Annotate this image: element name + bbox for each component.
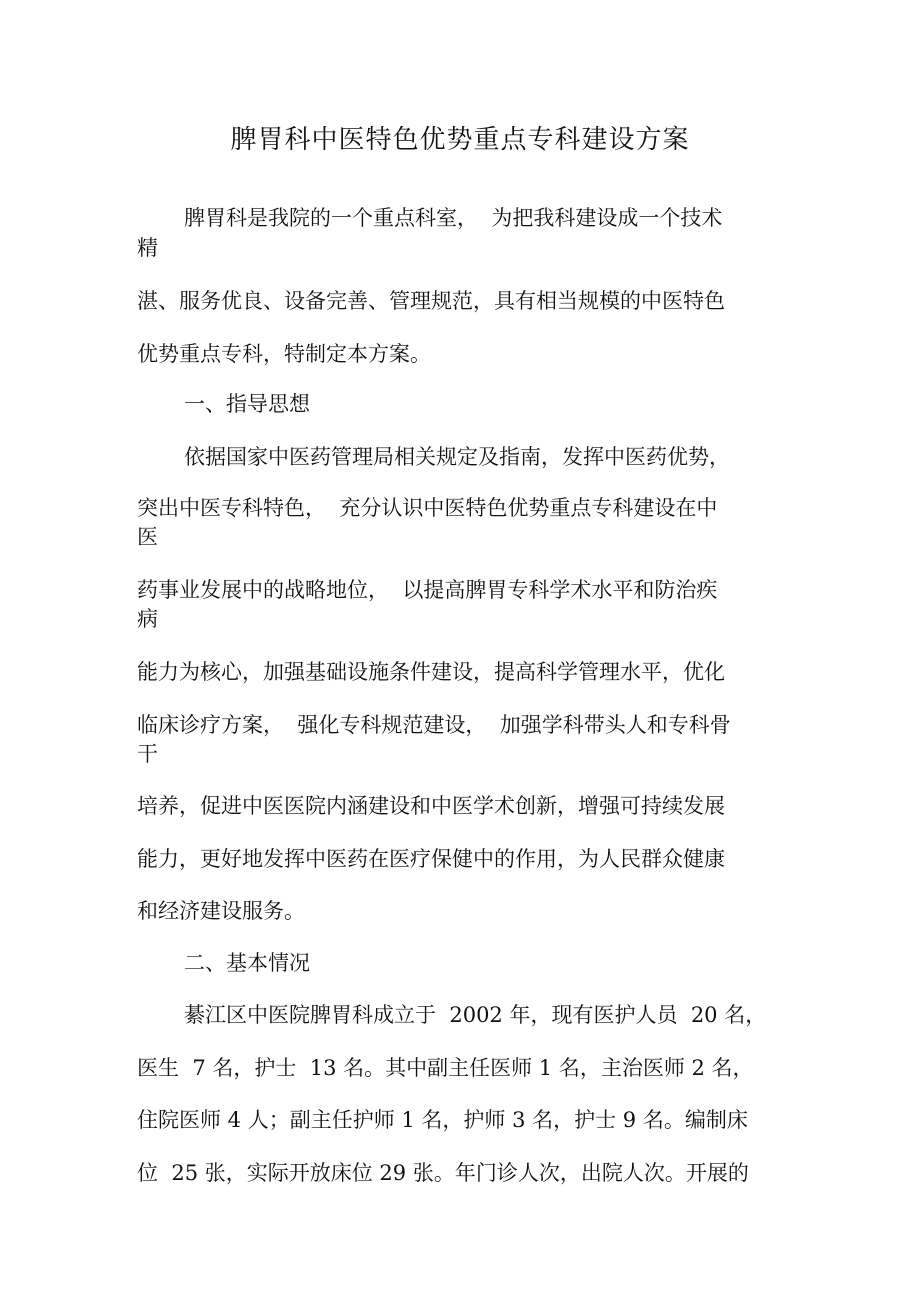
paragraph-line: 綦江区中医院脾胃科成立于 2002 年，现有医护人员 20 名， (184, 1003, 767, 1027)
paragraph-line: 优势重点专科，特制定本方案。 (137, 342, 431, 366)
section-heading: 一、指导思想 (184, 392, 310, 416)
paragraph-line: 能力为核心，加强基础设施条件建设，提高科学管理水平，优化 (137, 660, 725, 684)
paragraph-line: 脾胃科是我院的一个重点科室， 为把我科建设成一个技术 (184, 206, 723, 230)
paragraph-line: 药事业发展中的战略地位， 以提高脾胃专科学术水平和防治疾 (137, 578, 718, 602)
paragraph-line: 医 (137, 525, 158, 549)
paragraph-line: 湛、服务优良、设备完善、管理规范，具有相当规模的中医特色 (137, 289, 725, 313)
paragraph-line: 能力，更好地发挥中医药在医疗保健中的作用，为人民群众健康 (137, 847, 725, 871)
paragraph-line: 精 (137, 236, 158, 260)
paragraph-line: 突出中医专科特色， 充分认识中医特色优势重点专科建设在中 (137, 496, 718, 520)
paragraph-line: 住院医师 4 人；副主任护师 1 名，护师 3 名，护士 9 名。编制床 (137, 1108, 748, 1132)
document-title: 脾胃科中医特色优势重点专科建设方案 (230, 125, 690, 155)
paragraph-line: 医生 7 名，护士 13 名。其中副主任医师 1 名，主治医师 2 名， (137, 1056, 754, 1080)
paragraph-line: 依据国家中医药管理局相关规定及指南，发挥中医药优势， (184, 445, 730, 469)
paragraph-line: 临床诊疗方案， 强化专科规范建设， 加强学科带头人和专科骨 (137, 713, 731, 737)
paragraph-line: 干 (137, 742, 158, 766)
paragraph-line: 培养，促进中医医院内涵建设和中医学术创新，增强可持续发展 (137, 794, 725, 818)
paragraph-line: 和经济建设服务。 (137, 899, 305, 923)
section-heading: 二、基本情况 (184, 951, 310, 975)
paragraph-line: 病 (137, 607, 158, 631)
paragraph-line: 位 25 张，实际开放床位 29 张。年门诊人次，出院人次。开展的 (137, 1161, 749, 1185)
